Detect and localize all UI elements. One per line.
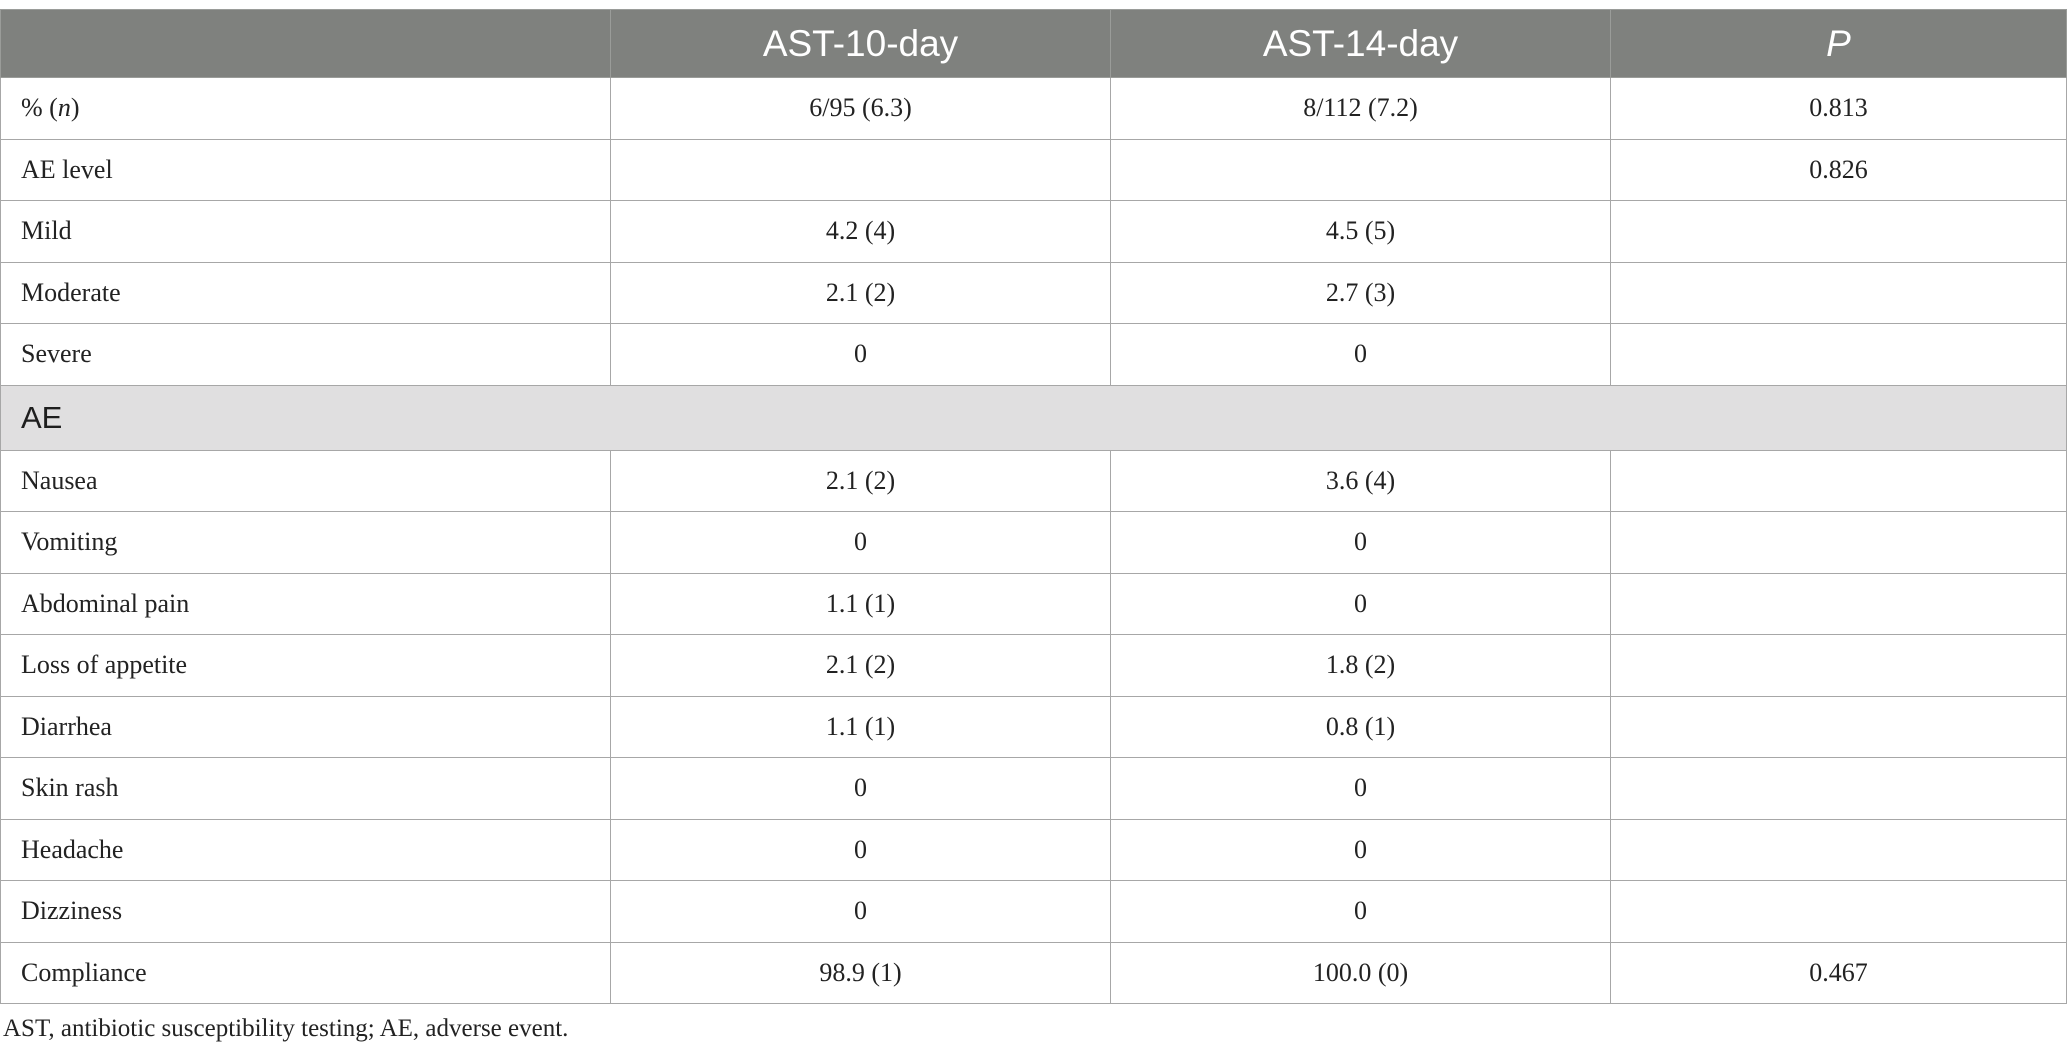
row-label: Vomiting xyxy=(1,512,611,574)
cell-ast-10-day: 6/95 (6.3) xyxy=(611,78,1111,140)
row-label: Mild xyxy=(1,201,611,263)
cell-ast-14-day: 1.8 (2) xyxy=(1111,635,1611,697)
table-row xyxy=(1,262,2067,324)
section-label: AE xyxy=(1,385,2067,450)
results-table-container xyxy=(0,9,2066,1004)
cell-ast-10-day xyxy=(611,139,1111,201)
cell-p-value xyxy=(1611,201,2067,263)
table-row xyxy=(1,881,2067,943)
cell-p-value: 0.813 xyxy=(1611,78,2067,140)
table-row xyxy=(1,324,2067,386)
header-cell-ast-14-day: AST-14-day xyxy=(1111,10,1611,78)
header-cell-label xyxy=(1,10,611,78)
table-row xyxy=(1,635,2067,697)
cell-ast-14-day: 4.5 (5) xyxy=(1111,201,1611,263)
cell-ast-10-day: 98.9 (1) xyxy=(611,942,1111,1004)
cell-ast-14-day: 0 xyxy=(1111,573,1611,635)
row-label: Loss of appetite xyxy=(1,635,611,697)
cell-p-value xyxy=(1611,758,2067,820)
cell-ast-10-day: 2.1 (2) xyxy=(611,635,1111,697)
row-label: Severe xyxy=(1,324,611,386)
table-row xyxy=(1,139,2067,201)
cell-ast-10-day: 2.1 (2) xyxy=(611,262,1111,324)
row-label: AE level xyxy=(1,139,611,201)
cell-p-value xyxy=(1611,696,2067,758)
cell-p-value xyxy=(1611,262,2067,324)
cell-ast-14-day: 3.6 (4) xyxy=(1111,450,1611,512)
table-row xyxy=(1,942,2067,1004)
cell-p-value xyxy=(1611,512,2067,574)
cell-ast-14-day: 0 xyxy=(1111,512,1611,574)
row-label: Nausea xyxy=(1,450,611,512)
row-label: Abdominal pain xyxy=(1,573,611,635)
row-label: Diarrhea xyxy=(1,696,611,758)
row-label-italic-n: n xyxy=(57,93,71,123)
cell-ast-14-day: 0 xyxy=(1111,324,1611,386)
cell-ast-10-day: 0 xyxy=(611,881,1111,943)
adverse-events-table xyxy=(0,9,2067,1004)
header-cell-p-value: P xyxy=(1611,10,2067,78)
row-label: Moderate xyxy=(1,262,611,324)
table-row xyxy=(1,450,2067,512)
row-label: Dizziness xyxy=(1,881,611,943)
header-cell-ast-10-day: AST-10-day xyxy=(611,10,1111,78)
cell-ast-14-day: 100.0 (0) xyxy=(1111,942,1611,1004)
section-row-ae xyxy=(1,385,2067,450)
cell-ast-14-day: 0.8 (1) xyxy=(1111,696,1611,758)
table-footnote: AST, antibiotic susceptibility testing; AE, adverse event. xyxy=(3,1015,569,1042)
cell-p-value xyxy=(1611,324,2067,386)
cell-ast-10-day: 0 xyxy=(611,758,1111,820)
table-row xyxy=(1,573,2067,635)
cell-p-value xyxy=(1611,573,2067,635)
cell-p-value xyxy=(1611,635,2067,697)
cell-ast-14-day: 0 xyxy=(1111,819,1611,881)
table-row xyxy=(1,78,2067,140)
row-label: Headache xyxy=(1,819,611,881)
cell-ast-14-day: 8/112 (7.2) xyxy=(1111,78,1611,140)
row-label: Skin rash xyxy=(1,758,611,820)
cell-ast-10-day: 1.1 (1) xyxy=(611,696,1111,758)
table-row xyxy=(1,758,2067,820)
cell-ast-10-day: 0 xyxy=(611,819,1111,881)
cell-ast-14-day xyxy=(1111,139,1611,201)
cell-ast-14-day: 0 xyxy=(1111,881,1611,943)
row-label-prefix: % ( xyxy=(21,93,58,123)
cell-p-value: 0.467 xyxy=(1611,942,2067,1004)
row-label: Compliance xyxy=(1,942,611,1004)
header-row xyxy=(1,10,2067,78)
cell-ast-10-day: 0 xyxy=(611,324,1111,386)
cell-p-value xyxy=(1611,881,2067,943)
cell-ast-10-day: 4.2 (4) xyxy=(611,201,1111,263)
cell-ast-10-day: 1.1 (1) xyxy=(611,573,1111,635)
cell-p-value: 0.826 xyxy=(1611,139,2067,201)
table-row xyxy=(1,819,2067,881)
table-row xyxy=(1,512,2067,574)
cell-ast-10-day: 2.1 (2) xyxy=(611,450,1111,512)
cell-ast-10-day: 0 xyxy=(611,512,1111,574)
table-row xyxy=(1,201,2067,263)
row-label xyxy=(1,78,611,140)
cell-p-value xyxy=(1611,450,2067,512)
cell-ast-14-day: 0 xyxy=(1111,758,1611,820)
table-row xyxy=(1,696,2067,758)
cell-p-value xyxy=(1611,819,2067,881)
cell-ast-14-day: 2.7 (3) xyxy=(1111,262,1611,324)
row-label-suffix: ) xyxy=(70,93,80,123)
